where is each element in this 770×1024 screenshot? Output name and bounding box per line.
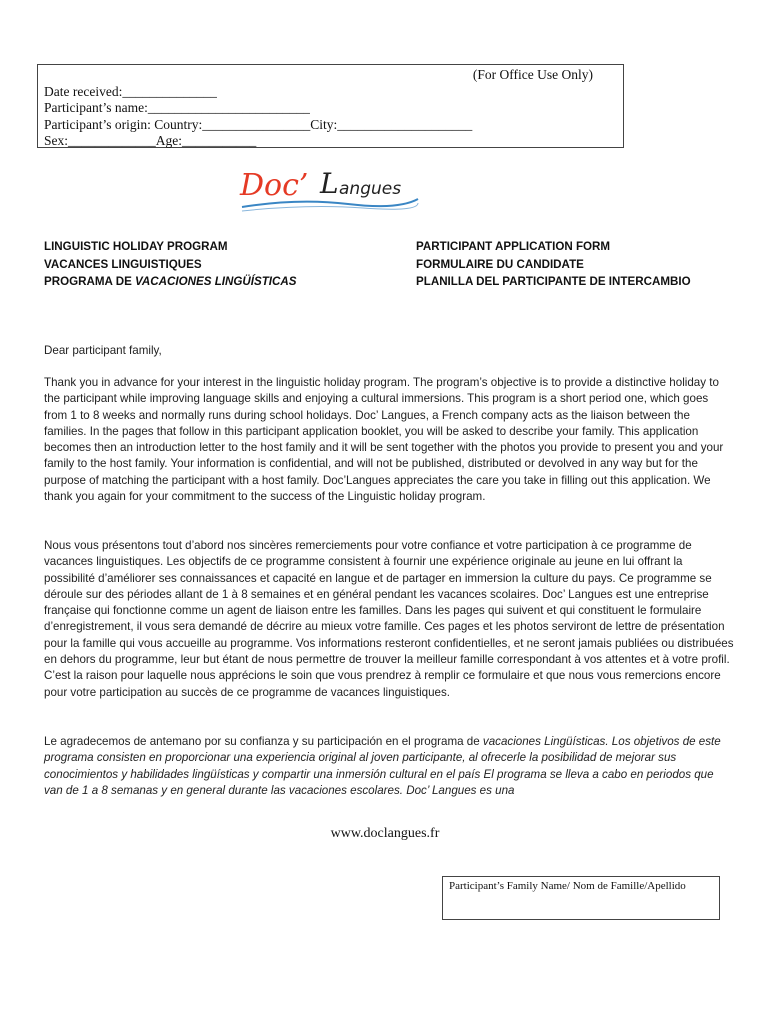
logo-angues-text: angues bbox=[339, 179, 402, 199]
program-title-es-italic: VACACIONES LINGÜÍSTICAS bbox=[135, 275, 297, 288]
date-received-field: Date received:______________ bbox=[44, 83, 217, 99]
form-title-fr: FORMULAIRE DU CANDIDATE bbox=[416, 257, 584, 271]
family-name-label: Participant’s Family Name/ Nom de Famille/Apellido bbox=[449, 880, 686, 892]
program-title-fr: VACANCES LINGUISTIQUES bbox=[44, 257, 202, 271]
program-title-en: LINGUISTIC HOLIDAY PROGRAM bbox=[44, 240, 228, 253]
sex-age-field: Sex:_____________Age:___________ bbox=[44, 133, 257, 148]
form-titles-right bbox=[416, 238, 691, 291]
website-url: www.doclangues.fr bbox=[330, 826, 440, 841]
program-title-es-prefix: PROGRAMA DE bbox=[44, 275, 136, 288]
paragraph-spanish-prefix: Le agradecemos de antemano por su confianza y su participación en el programa de bbox=[44, 735, 483, 748]
salutation: Dear participant family, bbox=[44, 344, 162, 357]
doc-langues-logo bbox=[238, 165, 420, 213]
paragraph-english: Thank you in advance for your interest in the linguistic holiday program. The program’s objective is to provide a distinctive holiday to the participant while improving language skills and enjoying a cultural immersions. This program is a short period one, which goes from 1 to 8 weeks and normally runs during school holidays. Doc’ Langues, a French company acts as the liaison between the families. In the pages that follow in this participant application booklet, you will be asked to describe your family. This application becomes then an introduction letter to the host family and it will be sent together with the photos you provide to present you and your family to the host family. Your information is confidential, and will not be published, distributed or devolved in any way but for the purpose of matching the participant with a host family. Doc’Langues appreciates the care you take in filling out this application. We thank you again for your commitment to the success of the Linguistic holiday program. bbox=[44, 376, 724, 504]
office-use-header: (For Office Use Only) bbox=[472, 67, 593, 82]
logo-doc-text: Doc’ bbox=[240, 168, 309, 203]
participant-name-field: Participant’s name:________________________ bbox=[44, 100, 310, 115]
program-title-es bbox=[44, 273, 297, 291]
form-title-en: PARTICIPANT APPLICATION FORM bbox=[416, 240, 611, 253]
paragraph-spanish bbox=[44, 734, 734, 799]
paragraph-french: Nous vous présentons tout d’abord nos sincères remerciements pour votre confiance et votre participation à ce programme de vacances linguistiques. Les objectifs de ce programme consistent à fournir une expérience originale au jeune en lui offrant la possibilité d’améliorer ses connaissances et capacité en langue et de partager en immersion la culture du pays. Ce programme se déroule sur des périodes allant de 1 à 8 semaines et en général pendant les vacances scolaires. Doc’ Langues est une entreprise française qui fonctionne comme un agent de liaison entre les familles. Dans les pages qui suivent et qui constituent le formulaire d’enregistrement, il vous sera demandé de décrire au mieux votre famille. Ces pages et les photos serviront de lettre de présentation pour la famille qui vous accueille au programme. Vos informations resteront confidentielles, et ne seront jamais publiées ou distribuées en dehors du programme, leur but étant de nous permettre de trouver la meilleur famille correspondant à vos attentes et à votre profil. C’est la raison pour laquelle nous apprécions le soin que vous prendrez à remplir ce formulaire et que nous vous remercions encore pour votre participation au succès de ce programme de vacances linguistiques. bbox=[44, 539, 734, 699]
program-titles-left bbox=[44, 238, 297, 291]
logo-l-text: L bbox=[320, 167, 339, 200]
family-name-box bbox=[442, 876, 720, 920]
office-use-box bbox=[37, 64, 624, 148]
form-title-es: PLANILLA DEL PARTICIPANTE DE INTERCAMBIO bbox=[416, 275, 691, 288]
paragraph-spanish-rest: vacaciones Lingüísticas. Los objetivos de este programa consisten en proporcionar una experiencia original al joven participante, al ofrecerle la posibilidad de mejorar sus conocimientos y habilidades lingüísticas y compartir una inmersión cultural en el país El programa se lleva a cabo en periodos que van de 1 a 8 semanas y en general durante las vacaciones escolares. Doc’ Langues es una bbox=[44, 735, 721, 797]
participant-origin-field: Participant’s origin: Country:________________City:____________________ bbox=[44, 116, 473, 132]
